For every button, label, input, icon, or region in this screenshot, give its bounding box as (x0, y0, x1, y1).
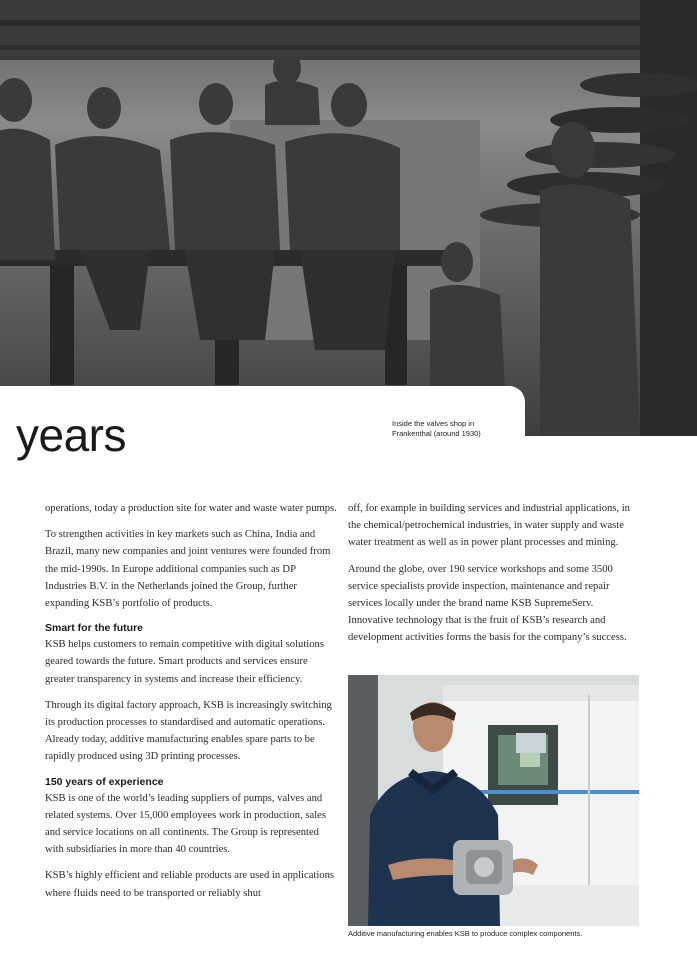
paragraph: Around the globe, over 190 service workshops and some 3500 service specialists provide inspection, maintenance and repair services locally under the brand name KSB SupremeServ. Innovative technology that is the fruit of KSB’s research and development activities forms the basis for the company’s success. (348, 563, 627, 644)
paragraph: KSB is one of the world’s leading suppliers of pumps, valves and related systems. Over 15,000 employees work in production, sales and service locations on all continents. The Group is represented with subsidiaries in more than 40 countries. (45, 792, 326, 856)
additive-manufacturing-illustration (348, 675, 639, 926)
additive-manufacturing-photo (348, 675, 639, 926)
section-heading-smart-future: Smart for the future (45, 622, 144, 635)
paragraph: KSB’s highly efficient and reliable products are used in applications where fluids need to be transported or reliably shut (45, 870, 334, 899)
hero-photo-caption: Inside the valves shop in Frankenthal (around 1930) (392, 419, 481, 438)
hero-photo (0, 0, 697, 436)
page-title: years (16, 409, 126, 461)
paragraph: KSB helps customers to remain competitive with digital solutions geared towards the future. Smart products and services ensure greater transparency in systems and increase their efficiency. (45, 639, 324, 685)
paragraph: off, for example in building services and industrial applications, in the chemical/petrochemical industries, in water supply and waste water treatment as well as in power plant processes and mining. (348, 503, 630, 549)
hero-photo-illustration (0, 0, 697, 436)
paragraph: To strengthen activities in key markets such as China, India and Brazil, many new companies and joint ventures were founded from the mid-1990s. In Europe additional companies such as DP Industries B.V. in the Netherlands joined the Group, further expanding KSB’s portfolio of products. (45, 529, 331, 610)
right-column (348, 500, 640, 656)
paragraph: operations, today a production site for water and waste water pumps. (45, 503, 337, 514)
paragraph: Through its digital factory approach, KSB is increasingly switching its production processes to standardised and automatic operations. Already today, additive manufacturing enables spare parts to be rapidly produced using 3D printing processes. (45, 699, 332, 763)
left-column (45, 500, 337, 911)
section-heading-150-years: 150 years of experience (45, 775, 164, 788)
additive-manufacturing-caption: Additive manufacturing enables KSB to produce complex components. (348, 929, 583, 938)
